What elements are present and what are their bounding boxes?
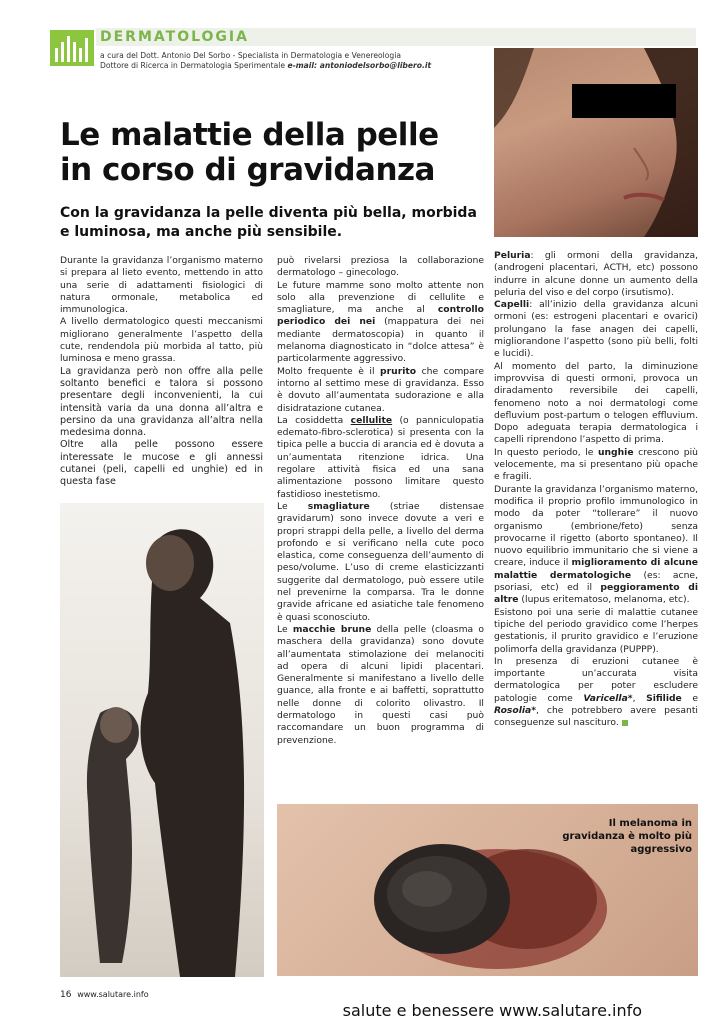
paragraph: Peluria: gli ormoni della gravidanza, (androgeni placentari, ACTH, etc) possono indurre in alcune donne un aumento della peluria del viso e del corpo (irsutismo). xyxy=(494,250,698,298)
paragraph: Oltre alla pelle possono essere interessate le mucose e gli annessi cutanei (peli, capelli ed unghie) ed in questa fase xyxy=(60,439,263,488)
page-number: 16 www.salutare.info xyxy=(60,990,149,1000)
author-info xyxy=(100,51,431,71)
paragraph: La gravidanza però non offre alla pelle soltanto benefici e talora si possono presentare degli inconvenienti, la cui intensità varia da una donna all’altra e persino da una gravidanza all’altra nella medesima donna. xyxy=(60,365,263,439)
article-title: Le malattie della pelle in corso di gravidanza xyxy=(60,117,439,188)
face-photo xyxy=(494,48,698,237)
paragraph: Le smagliature (striae distensae gravidarum) sono invece dovute a veri e propri strappi della pelle, a livello del derma profondo e si verificano nella cute poco elastica, come conseguenza dell’aumento di peso/volume. L’uso di creme elasticizzanti suggerite dal dermatologo, può essere utile nel prevenirne la comparsa. Tra le donne gravide africane ed asiatiche tale fenomeno è quasi sconosciuto. xyxy=(277,500,484,623)
section-logo xyxy=(50,30,94,66)
paragraph: Al momento del parto, la diminuzione improvvisa di questi ormoni, provoca un diradamento reversibile dei capelli, fenomeno noto a noi dermatologi come defluvium post-partum o telogen effluvium. Dopo adeguata terapia dermatologica i capelli riprendono l’aspetto di prima. xyxy=(494,360,698,446)
footer-brand: salute e benessere www.salutare.info xyxy=(342,1001,642,1020)
paragraph: Le future mamme sono molto attente non solo alla prevenzione di cellulite e smagliature, ma anche al controllo periodico dei nei (mappatura dei nei mediante dermatoscopia) in quanto il melanoma diagnosticato in “dolce attesa” è particolarmente aggressivo. xyxy=(277,279,485,365)
column-2 xyxy=(277,255,484,747)
end-mark-icon xyxy=(622,720,628,726)
article-subtitle: Con la gravidanza la pelle diventa più bella, morbida e luminosa, ma anche più sensibile. xyxy=(60,205,477,240)
column-1 xyxy=(60,255,263,489)
pregnancy-photo xyxy=(60,503,264,977)
paragraph: Durante la gravidanza l’organismo materno si prepara al lieto evento, mettendo in atto una serie di adattamenti fisiologici di natura ormonale, metabolica ed immunologica. xyxy=(60,255,263,316)
privacy-bar xyxy=(572,84,676,118)
paragraph: Le macchie brune della pelle (cloasma o maschera della gravidanza) sono dovute all’aumentata stimolazione dei melanociti ad opera di alcuni lipidi placentari. Generalmente si manifestano a livello delle guance, alla fronte e ai baffetti, soprattutto nelle donne di colorito olivastro. Il dermatologo in questi casi può raccomandare un buon programma di prevenzione. xyxy=(277,623,484,746)
author-line-1: a cura del Dott. Antonio Del Sorbo - Specialista in Dermatologia e Venereologia xyxy=(100,51,402,60)
author-line-2: Dottore di Ricerca in Dermatologia Sperimentale xyxy=(100,61,286,70)
page-site: www.salutare.info xyxy=(77,990,149,999)
paragraph: La cosiddetta cellulite (o panniculopatia edemato-fibro-sclerotica) si presenta con la tipica pelle a buccia di arancia ed è dovuta a un’aumentata ritenzione idrica. Una regolare attività fisica ed una sana alimentazione possono limitare questo fastidioso inestetismo. xyxy=(277,414,484,500)
paragraph: In questo periodo, le unghie crescono più velocemente, ma si presentano più opache e fragili. xyxy=(494,446,699,483)
paragraph: può rivelarsi preziosa la collaborazione dermatologo – ginecologo. xyxy=(277,255,484,279)
email-label: e-mail: xyxy=(287,61,318,70)
paragraph: Durante la gravidanza l’organismo materno, modifica il proprio profilo immunologico in modo da poter “tollerare” il nuovo organismo (embrione/feto) senza provocarne il rigetto (aborto spontaneo). Il nuovo equilibrio immunitario che si viene a creare, induce il miglioramento di alcune malattie dermatologiche (es: acne, psoriasi, etc) ed il peggioramento di altre (lupus eritematoso, melanoma, etc). xyxy=(494,483,698,606)
paragraph: Esistono poi una serie di malattie cutanee tipiche del periodo gravidico come l’herpes gestationis, il prurito gravidico e l’eruzione polimorfa della gravidanza (PUPPP). xyxy=(494,606,698,655)
column-3 xyxy=(494,250,698,730)
author-email[interactable]: antoniodelsorbo@libero.it xyxy=(319,61,432,70)
paragraph: Capelli: all’inizio della gravidanza alcuni ormoni (es: estrogeni placentari e ovarici) prolungano la fase anagen dei capelli, migliorandone l’aspetto (sono più belli, folti e lucidi). xyxy=(494,299,698,360)
photo-caption: Il melanoma in gravidanza è molto più aggressivo xyxy=(562,818,692,855)
section-title: DERMATOLOGIA xyxy=(100,29,249,45)
paragraph: A livello dermatologico questi meccanismi migliorano generalmente l’aspetto della cute, rendendola più morbida al tatto, più luminosa e meno grassa. xyxy=(60,316,263,365)
paragraph: In presenza di eruzioni cutanee è importante un’accurata visita dermatologica per poter escludere patologie come Varicella*, Sifilide e Rosolia*, che potrebbero avere pesanti conseguenze sul nascituro. xyxy=(494,655,699,729)
paragraph: Molto frequente è il prurito che compare intorno al settimo mese di gravidanza. Esso è dovuto all’aumentata sudorazione e alla disidratazione cutanea. xyxy=(277,365,484,414)
